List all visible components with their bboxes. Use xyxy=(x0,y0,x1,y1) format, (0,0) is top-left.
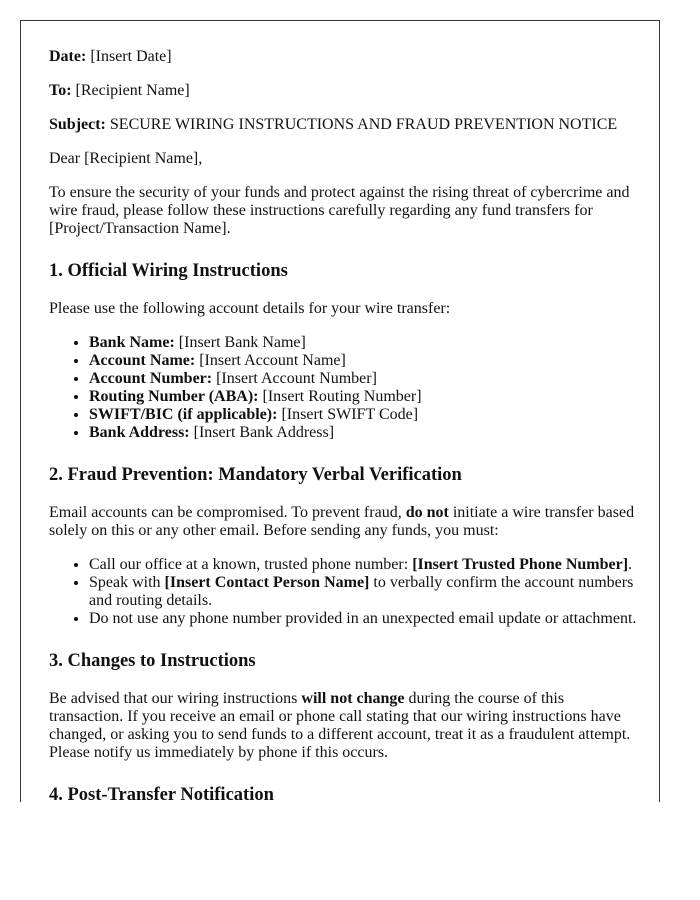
section-2-heading: 2. Fraud Prevention: Mandatory Verbal Verification xyxy=(49,465,462,485)
subject-label: Subject: xyxy=(49,116,106,133)
item-value: [Insert Bank Name] xyxy=(178,334,306,351)
text: to verbally confirm the account numbers and routing details. xyxy=(89,574,634,609)
section-1-heading: 1. Official Wiring Instructions xyxy=(49,261,288,281)
item-value: [Insert Bank Address] xyxy=(193,424,335,441)
list-item xyxy=(89,574,639,610)
section-2-intro xyxy=(49,504,639,540)
item-value: [Insert Account Name] xyxy=(199,352,346,369)
section-3-body xyxy=(49,690,639,762)
subject-line xyxy=(49,116,639,134)
item-label: Bank Address: xyxy=(89,424,190,441)
list-item xyxy=(89,406,639,424)
emphasis: do not xyxy=(405,504,449,521)
date-line xyxy=(49,48,639,66)
item-value: [Insert Account Number] xyxy=(216,370,377,387)
section-4-heading: 4. Post-Transfer Notification xyxy=(49,785,274,802)
to-value: [Recipient Name] xyxy=(75,82,190,99)
list-item xyxy=(89,556,639,574)
text: during the course of this transaction. If you receive an email or phone call stating that our wiring instructions have changed, or asking you to send funds to a different account, treat it as a fraudulent attempt. Please notify us immediately by phone if this occurs. xyxy=(49,690,631,761)
text: Speak with xyxy=(89,574,165,591)
emphasis: [Insert Contact Person Name] xyxy=(164,574,370,591)
item-value: [Insert Routing Number] xyxy=(262,388,422,405)
list-item xyxy=(89,370,639,388)
item-label: SWIFT/BIC (if applicable): xyxy=(89,406,278,423)
item-label: Account Number: xyxy=(89,370,213,387)
to-line xyxy=(49,82,639,100)
item-value: [Insert SWIFT Code] xyxy=(281,406,419,423)
text: Email accounts can be compromised. To prevent fraud, xyxy=(49,504,406,521)
list-item xyxy=(89,388,639,406)
list-item xyxy=(89,352,639,370)
section-3-heading: 3. Changes to Instructions xyxy=(49,651,256,671)
verification-steps-list xyxy=(49,556,639,628)
emphasis: will not change xyxy=(301,690,405,707)
letter-content xyxy=(49,48,639,802)
item-label: Bank Name: xyxy=(89,334,175,351)
text: initiate a wire transfer based solely on this or any other email. Before sending any funds, you must: xyxy=(49,504,635,539)
date-label: Date: xyxy=(49,48,87,65)
list-item xyxy=(89,334,639,352)
subject-value: SECURE WIRING INSTRUCTIONS AND FRAUD PREVENTION NOTICE xyxy=(109,116,618,133)
letter-page xyxy=(20,20,660,802)
intro-paragraph: To ensure the security of your funds and protect against the rising threat of cybercrime and wire fraud, please follow these instructions carefully regarding any fund transfers for [Project/Transaction Name]. xyxy=(49,184,630,237)
text: Be advised that our wiring instructions xyxy=(49,690,302,707)
account-details-list xyxy=(49,334,639,442)
text: . xyxy=(628,556,633,573)
emphasis: [Insert Trusted Phone Number] xyxy=(412,556,629,573)
section-1-intro: Please use the following account details for your wire transfer: xyxy=(49,300,451,317)
to-label: To: xyxy=(49,82,72,99)
date-value: [Insert Date] xyxy=(90,48,172,65)
salutation: Dear [Recipient Name], xyxy=(49,150,203,167)
item-label: Account Name: xyxy=(89,352,196,369)
text: Call our office at a known, trusted phone number: xyxy=(89,556,413,573)
item-label: Routing Number (ABA): xyxy=(89,388,259,405)
list-item xyxy=(89,610,639,628)
list-item xyxy=(89,424,639,442)
text: Do not use any phone number provided in an unexpected email update or attachment. xyxy=(89,610,637,627)
